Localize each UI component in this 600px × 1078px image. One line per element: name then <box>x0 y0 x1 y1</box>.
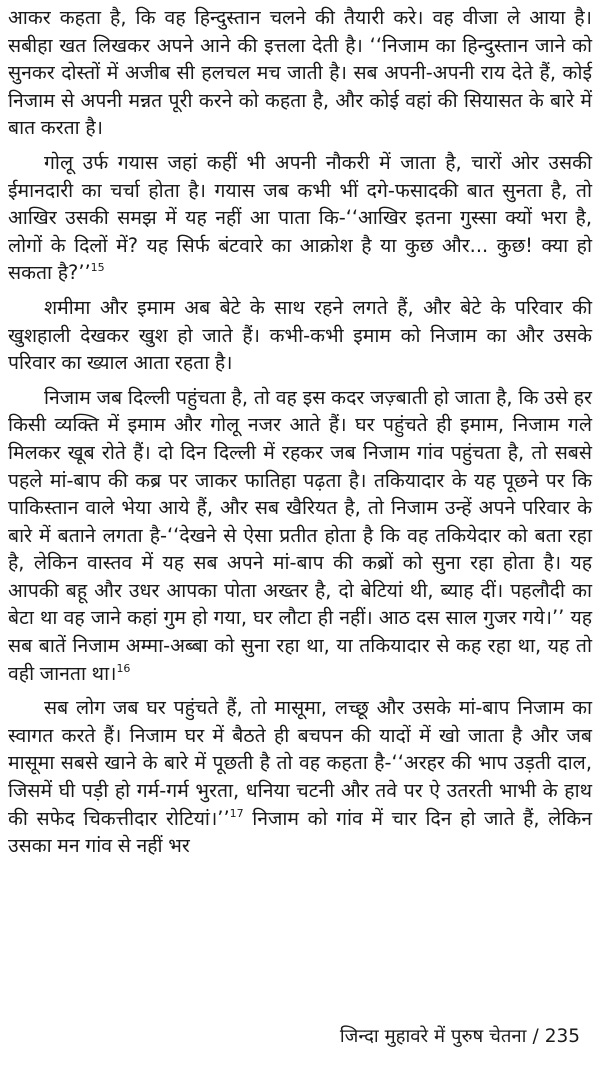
paragraph-text: शमीमा और इमाम अब बेटे के साथ रहने लगते हैं, और बेटे के परिवार की खुशहाली देखकर खुश हो जाते हैं। कभी-कभी इमाम को निजाम का और उसके परिवार का ख्याल आता रहता है। <box>8 295 592 375</box>
paragraph-text: आकर कहता है, कि वह हिन्दुस्तान चलने की तैयारी करे। वह वीजा ले आया है। सबीहा खत लिखकर अपने आने की इत्तला देती है। ‘‘निजाम का हिन्दुस्तान जाने को सुनकर दोस्तों में अजीब सी हलचल मच जाती है। सब अपनी-अपनी राय देते हैं, कोई निजाम से अपनी मन्नत पूरी करने को कहता है, और कोई वहां की सियासत के बारे में बात करता है। <box>8 6 592 140</box>
paragraph-text: सब लोग जब घर पहुंचते हैं, तो मासूमा, लच्छू और उसके मां-बाप निजाम का स्वागत करते हैं। निजाम घर में बैठते ही बचपन की यादों में खो जाता है और जब मासूमा सबसे खाने के बारे में पूछती है तो वह कहता है-‘‘अरहर की भाप उड़ती दाल, जिसमें घी पड़ी हो गर्म-गर्म भुरता, धनिया चटनी और तवे पर ऐ उतरती भाभी के हाथ की सफेद चिकत्तीदार रोटियां।’’ <box>8 696 592 830</box>
footnote-ref: 16 <box>116 661 131 675</box>
paragraph <box>8 694 592 860</box>
paragraph-text: गोलू उर्फ गयास जहां कहीं भी अपनी नौकरी में जाता है, चारों ओर उसकी ईमानदारी का चर्चा होता है। गयास जब कभी भीं दगे-फसादकी बात सुनता है, तो आखिर उसकी समझ में यह नहीं आ पाता कि-‘‘आखिर इतना गुस्सा क्यों भरा है, लोगों के दिलों में? यह सिर्फ बंटवारे का आक्रोश है या कुछ और... कुछ! क्या हो सकता है?’’ <box>8 150 592 285</box>
footnote-ref: 17 <box>229 806 244 820</box>
page-footer <box>340 1024 580 1050</box>
page-number: 235 <box>544 1026 580 1047</box>
footer-separator: / <box>532 1026 539 1047</box>
paragraph-text: निजाम जब दिल्ली पहुंचता है, तो वह इस कदर जज़्बाती हो जाता है, कि उसे हर किसी व्यक्ति में इमाम और गोलू नजर आते हैं। घर पहुंचते ही इमाम, निजाम गले मिलकर खूब रोते हैं। दो दिन दिल्ली में रहकर जब निजाम गांव पहुंचता है, तो सबसे पहले मां-बाप की कब्र पर जाकर फातिहा पढ़ता है। तकियादार के यह पूछने पर कि पाकिस्तान वाले भेया आये हैं, और सब खैरियत है, तो निजाम उन्हें अपने परिवार के बारे में बताने लगता है-‘‘देखने से ऐसा प्रतीत होता है कि वह तकियेदार को बता रहा है, लेकिन वास्तव में यह सब अपने मां-बाप की कब्रों को सुना रहा होता है। यह आपकी बहू और उधर आपका पोता अख्तर है, दो बेटियां थी, ब्याह दीं। पहलौदी का बेटा था वह जाने कहां गुम हो गया, घर लौटा ही नहीं। आठ दस साल गुजर गये।’’ यह सब बातें निजाम अम्मा-अब्बा को सुना रहा था, या तकियादार से कह रहा था, यह तो वही जानता था। <box>8 385 592 685</box>
paragraph <box>8 294 592 377</box>
paragraph <box>8 384 592 688</box>
paragraph <box>8 149 592 287</box>
running-title: जिन्दा मुहावरे में पुरुष चेतना <box>339 1026 527 1047</box>
footnote-ref: 15 <box>90 261 105 275</box>
paragraph <box>8 4 592 142</box>
paragraph-text-continued: निजाम को गांव में चार दिन हो जाते हैं, लेकिन उसका मन गांव से नहीं भर <box>8 806 592 858</box>
page-body <box>8 4 592 867</box>
